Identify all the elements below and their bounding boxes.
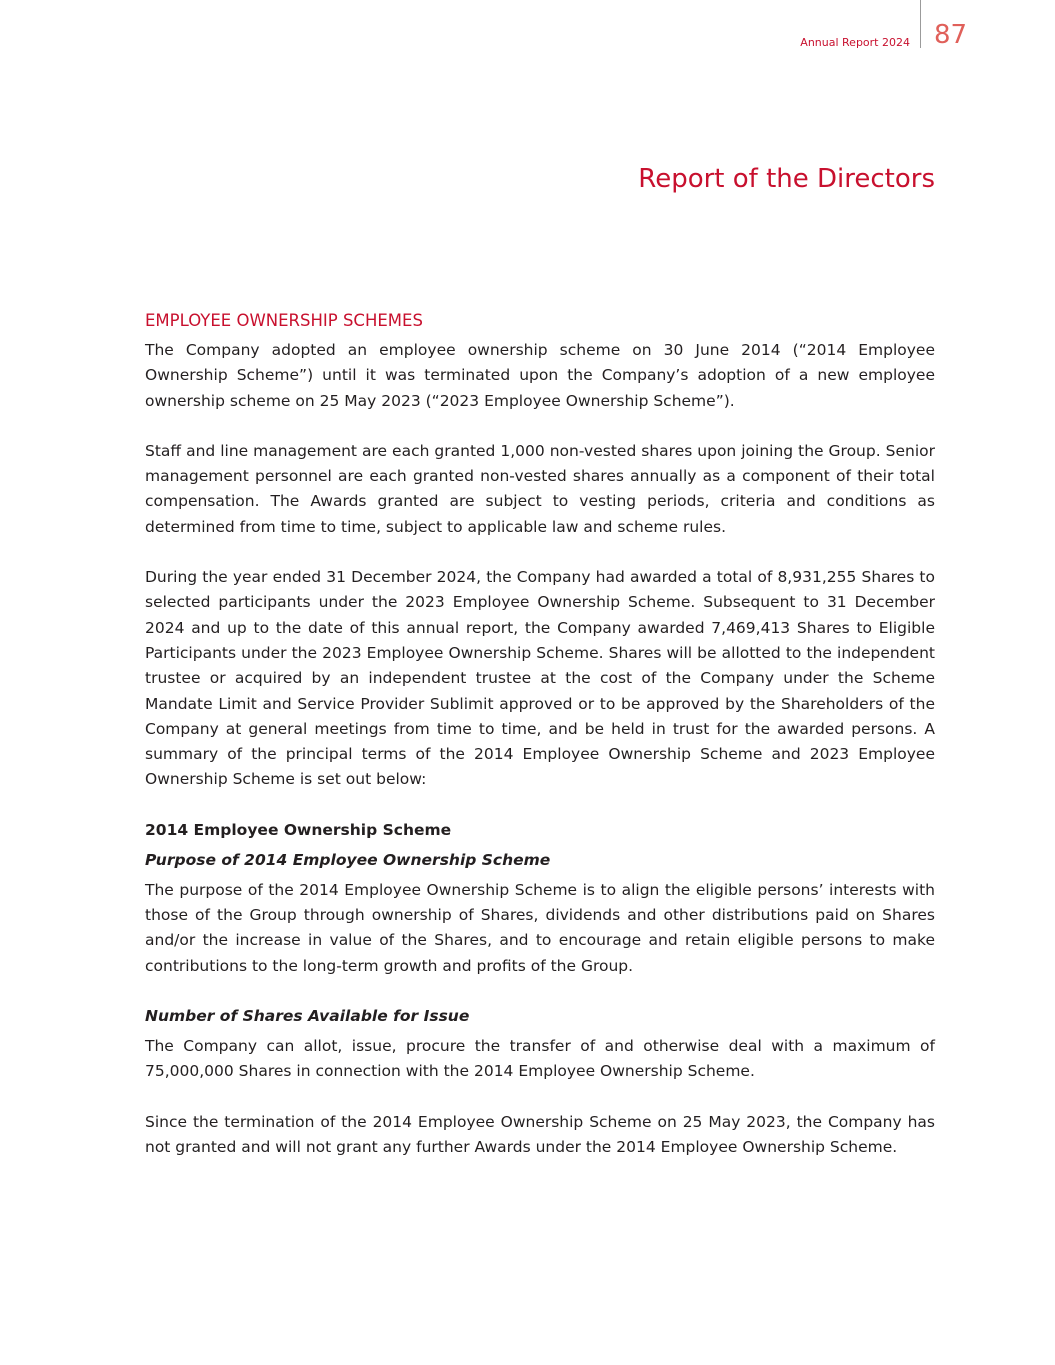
paragraph-adoption: The Company adopted an employee ownership scheme on 30 June 2014 (“2014 Employee Ownership Scheme”) until it was terminated upon the Company’s adoption of a new employee ownership scheme on 25 May 2023 (“2023 Employee Ownership Scheme”).	[145, 341, 935, 410]
paragraph-termination: Since the termination of the 2014 Employee Ownership Scheme on 25 May 2023, the Company has not granted and will not grant any further Awards under the 2014 Employee Ownership Scheme.	[145, 1112, 935, 1156]
purpose-heading: Purpose of 2014 Employee Ownership Scheme	[145, 850, 551, 869]
main-content	[145, 309, 935, 1185]
paragraph-purpose: The purpose of the 2014 Employee Ownership Scheme is to align the eligible persons’ interests with those of the Group through ownership of Shares, dividends and other distributions paid on Shares and/or the increase in value of the Shares, and to encourage and retain eligible persons to make contributions to the long-term growth and profits of the Group.	[145, 880, 935, 975]
page-title: Report of the Directors	[638, 164, 935, 194]
section-heading: EMPLOYEE OWNERSHIP SCHEMES	[145, 311, 423, 330]
scheme-2014-heading: 2014 Employee Ownership Scheme	[145, 820, 452, 839]
page-header	[0, 0, 1055, 60]
report-name: Annual Report 2024	[800, 36, 910, 49]
page-number: 87	[934, 20, 968, 50]
shares-available-heading: Number of Shares Available for Issue	[145, 1006, 470, 1025]
paragraph-shares-max: The Company can allot, issue, procure the transfer of and otherwise deal with a maximum of 75,000,000 Shares in connection with the 2014 Employee Ownership Scheme.	[145, 1036, 935, 1081]
paragraph-awards: During the year ended 31 December 2024, the Company had awarded a total of 8,931,255 Shares to selected participants under the 2023 Employee Ownership Scheme. Subsequent to 31 December 2024 and up to the date of this annual report, the Company awarded 7,469,413 Shares to Eligible Participants under the 2023 Employee Ownership Scheme. Shares will be allotted to the independent trustee or acquired by an independent trustee at the cost of the Company under the Scheme Mandate Limit and Service Provider Sublimit approved or to be approved by the Shareholders of the Company at general meetings from time to time, and be held in trust for the awarded persons. A summary of the principal terms of the 2014 Employee Ownership Scheme and 2023 Employee Ownership Scheme is set out below:	[145, 568, 935, 789]
paragraph-grants: Staff and line management are each granted 1,000 non-vested shares upon joining the Group. Senior management personnel are each granted non-vested shares annually as a component of their total compensation. The Awards granted are subject to vesting periods, criteria and conditions as determined from time to time, subject to applicable law and scheme rules.	[145, 441, 935, 536]
header-divider	[920, 0, 921, 48]
